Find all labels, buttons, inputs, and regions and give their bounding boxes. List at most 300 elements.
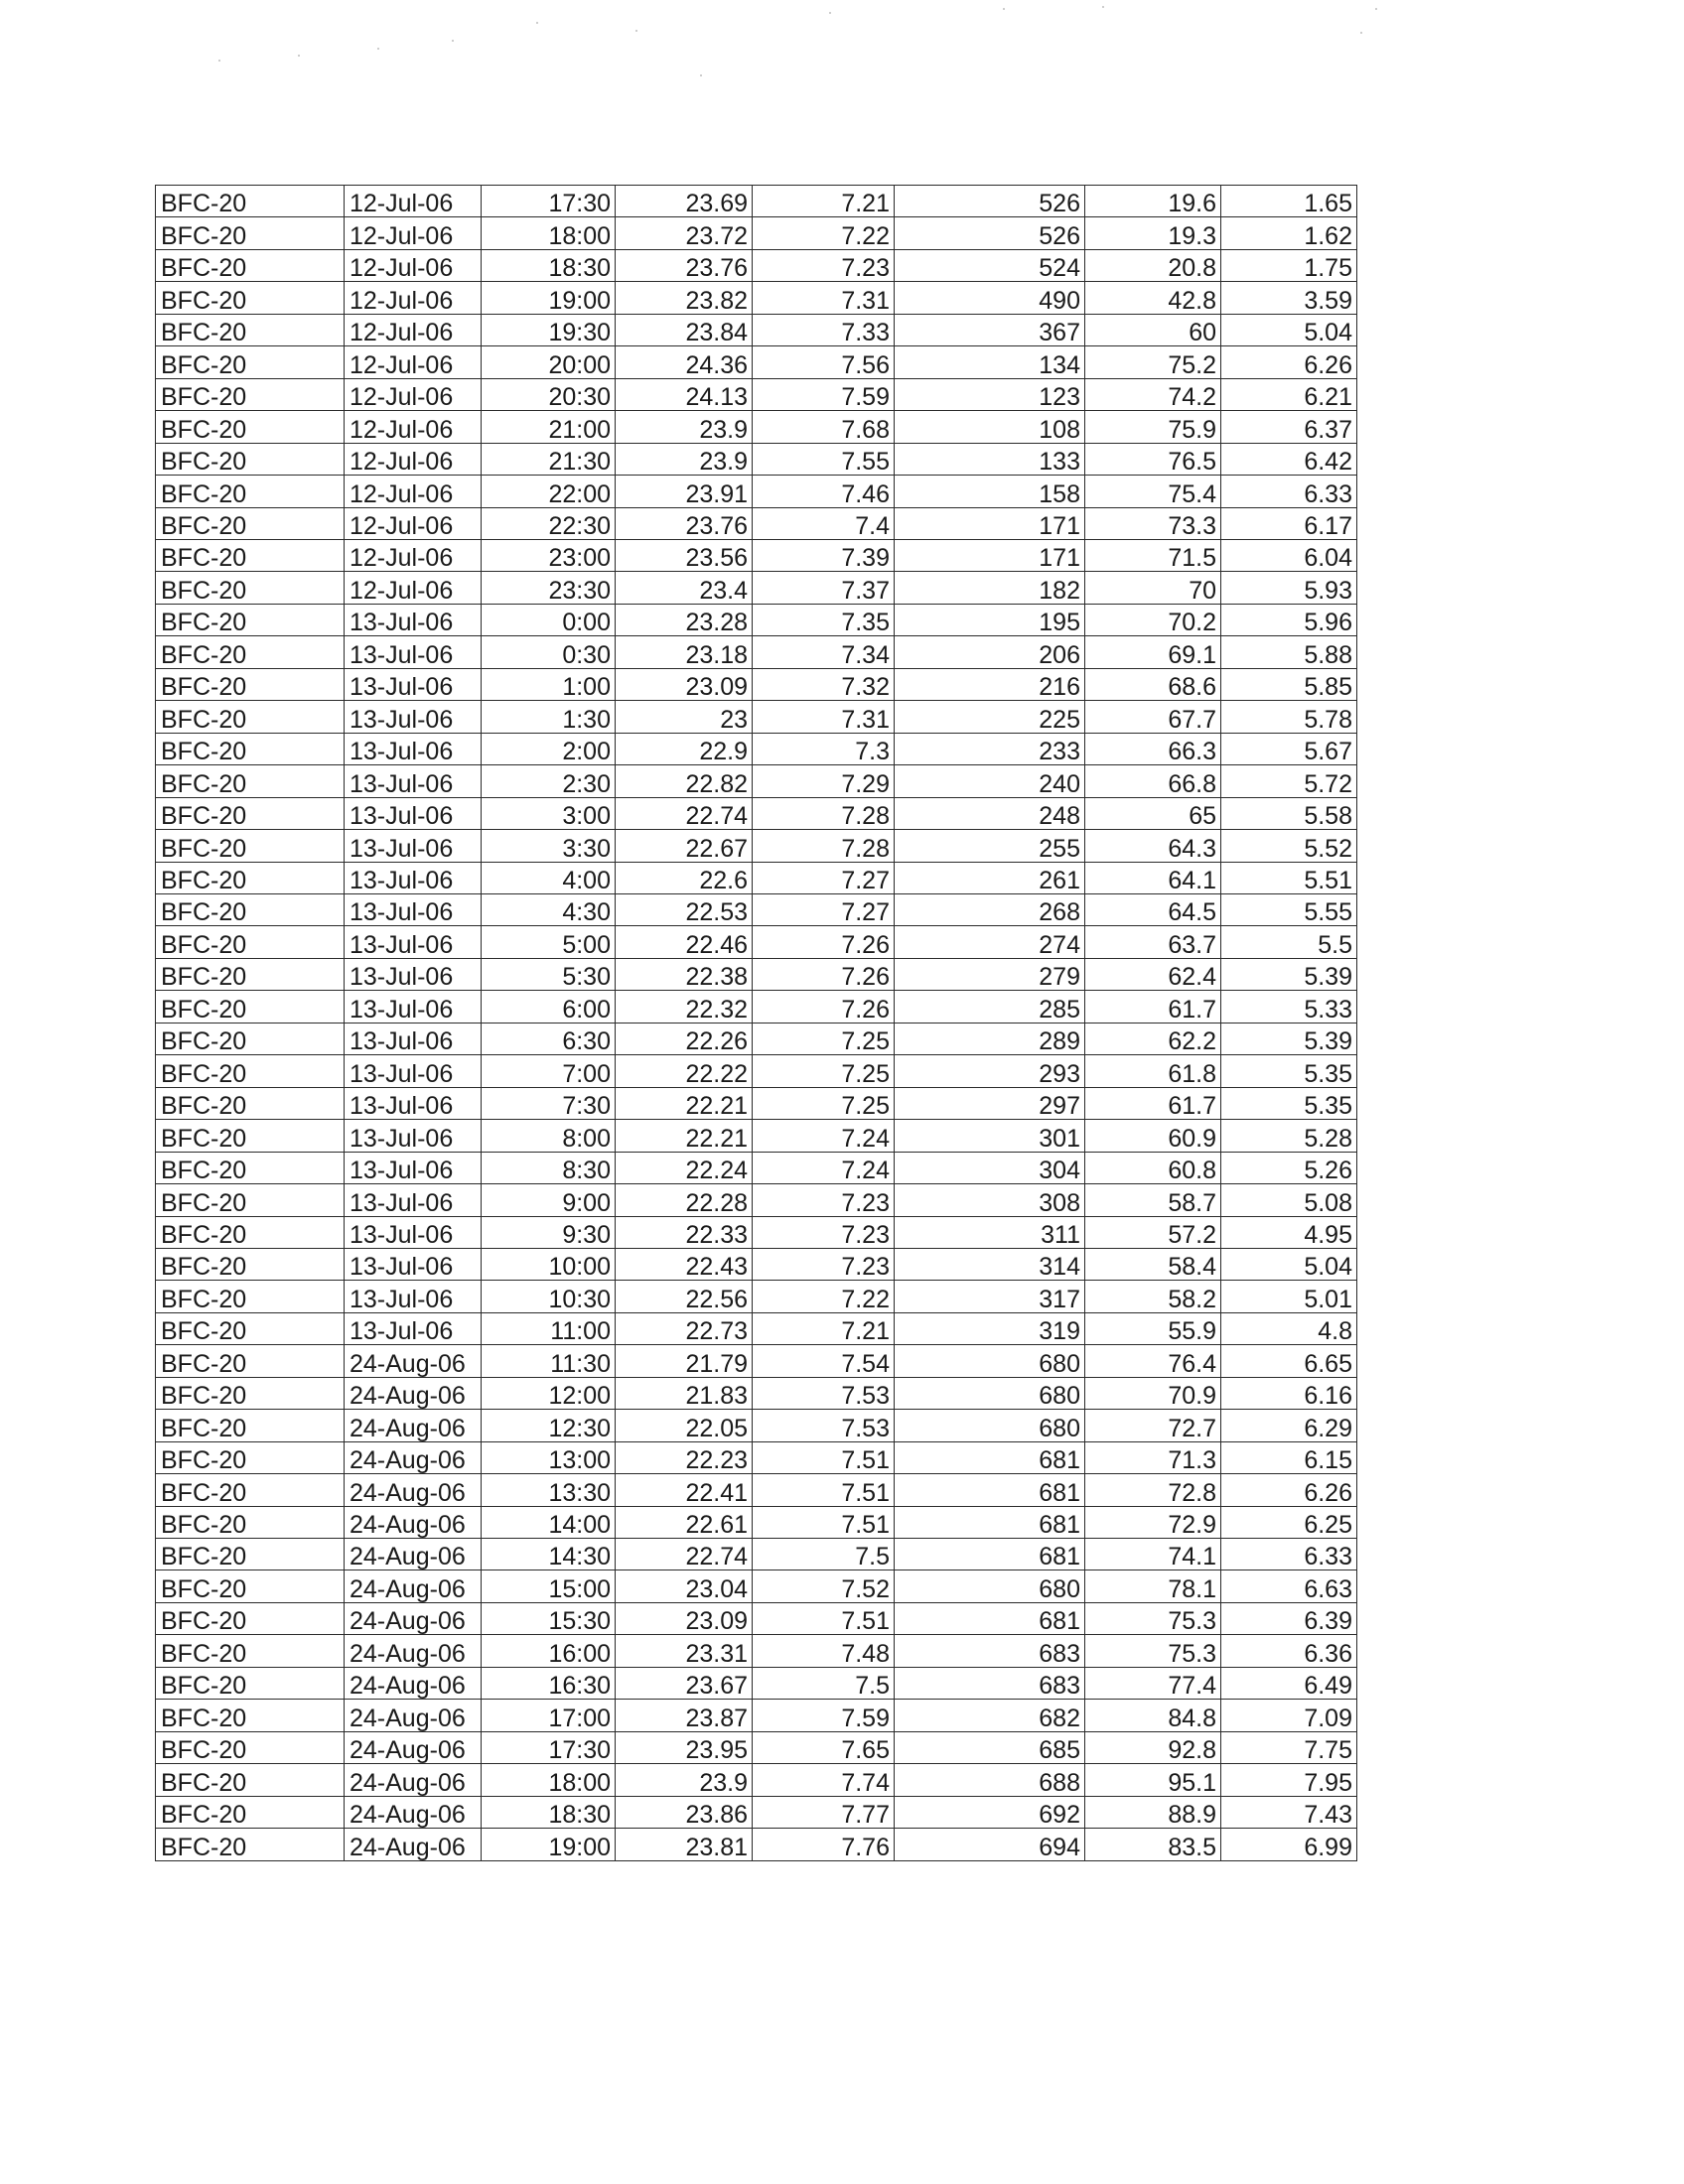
table-cell: 216: [895, 668, 1085, 700]
table-row: [156, 1570, 1357, 1602]
table-cell: 13-Jul-06: [345, 797, 482, 829]
table-cell: 13-Jul-06: [345, 830, 482, 862]
table-cell: 7.26: [753, 926, 895, 958]
table-cell: 11:30: [482, 1345, 616, 1377]
table-cell: BFC-20: [156, 765, 345, 797]
table-row: [156, 1796, 1357, 1828]
table-cell: 23.9: [616, 1764, 753, 1796]
table-cell: 70.9: [1085, 1377, 1221, 1409]
scan-speck: [1360, 32, 1362, 34]
table-cell: 22.6: [616, 862, 753, 893]
table-cell: 22:00: [482, 476, 616, 507]
table-row: [156, 668, 1357, 700]
table-cell: 23.9: [616, 411, 753, 443]
table-cell: 23.9: [616, 443, 753, 475]
table-cell: 23.84: [616, 314, 753, 345]
table-cell: 23.18: [616, 636, 753, 668]
table-cell: 22.74: [616, 797, 753, 829]
table-cell: 7.52: [753, 1570, 895, 1602]
table-row: [156, 1152, 1357, 1183]
table-cell: BFC-20: [156, 1539, 345, 1570]
table-cell: 171: [895, 539, 1085, 571]
table-cell: 2:00: [482, 733, 616, 764]
table-cell: 21.79: [616, 1345, 753, 1377]
table-cell: 7.68: [753, 411, 895, 443]
table-cell: 680: [895, 1345, 1085, 1377]
table-cell: 7.37: [753, 572, 895, 604]
table-cell: 23:30: [482, 572, 616, 604]
table-cell: 6.36: [1221, 1635, 1357, 1667]
table-cell: 6.39: [1221, 1602, 1357, 1634]
table-cell: 367: [895, 314, 1085, 345]
table-cell: 7.56: [753, 346, 895, 378]
table-cell: 74.2: [1085, 378, 1221, 410]
table-cell: 20:30: [482, 378, 616, 410]
table-cell: 289: [895, 1023, 1085, 1054]
table-cell: 55.9: [1085, 1312, 1221, 1344]
table-row: [156, 1539, 1357, 1570]
table-cell: 22.61: [616, 1506, 753, 1538]
table-cell: 22.21: [616, 1087, 753, 1119]
table-cell: 301: [895, 1120, 1085, 1152]
table-row: [156, 476, 1357, 507]
table-cell: 13-Jul-06: [345, 1055, 482, 1087]
table-cell: 6.37: [1221, 411, 1357, 443]
table-cell: 7.3: [753, 733, 895, 764]
table-cell: 3:00: [482, 797, 616, 829]
table-cell: 6.16: [1221, 1377, 1357, 1409]
table-cell: 22.46: [616, 926, 753, 958]
table-cell: 14:30: [482, 1539, 616, 1570]
table-cell: 5.55: [1221, 893, 1357, 925]
table-cell: 1.75: [1221, 249, 1357, 281]
table-cell: 22.43: [616, 1248, 753, 1280]
table-cell: 681: [895, 1539, 1085, 1570]
table-cell: 134: [895, 346, 1085, 378]
table-cell: 10:00: [482, 1248, 616, 1280]
table-cell: 23.91: [616, 476, 753, 507]
table-cell: 680: [895, 1377, 1085, 1409]
scan-speck: [829, 12, 831, 14]
table-cell: 5.58: [1221, 797, 1357, 829]
table-cell: 23.87: [616, 1700, 753, 1731]
table-row: [156, 249, 1357, 281]
table-cell: 66.8: [1085, 765, 1221, 797]
table-cell: 19:00: [482, 1829, 616, 1860]
table-cell: 63.7: [1085, 926, 1221, 958]
table-cell: 67.7: [1085, 701, 1221, 733]
table-row: [156, 346, 1357, 378]
table-cell: 524: [895, 249, 1085, 281]
table-cell: BFC-20: [156, 314, 345, 345]
table-cell: 13-Jul-06: [345, 765, 482, 797]
table-cell: 17:00: [482, 1700, 616, 1731]
table-cell: 23.28: [616, 604, 753, 635]
table-row: [156, 1055, 1357, 1087]
table-cell: 7.51: [753, 1506, 895, 1538]
table-row: [156, 765, 1357, 797]
table-cell: 692: [895, 1796, 1085, 1828]
table-cell: BFC-20: [156, 346, 345, 378]
table-row: [156, 1506, 1357, 1538]
table-cell: 285: [895, 991, 1085, 1023]
table-cell: BFC-20: [156, 1055, 345, 1087]
table-cell: 681: [895, 1602, 1085, 1634]
table-cell: BFC-20: [156, 539, 345, 571]
table-cell: 6:00: [482, 991, 616, 1023]
table-cell: 78.1: [1085, 1570, 1221, 1602]
scan-speck: [298, 55, 300, 57]
table-cell: BFC-20: [156, 1345, 345, 1377]
table-cell: 12-Jul-06: [345, 282, 482, 314]
table-cell: 158: [895, 476, 1085, 507]
table-cell: 24-Aug-06: [345, 1796, 482, 1828]
table-cell: 683: [895, 1667, 1085, 1699]
table-cell: 4:30: [482, 893, 616, 925]
table-cell: 1.62: [1221, 217, 1357, 249]
table-cell: 23.86: [616, 1796, 753, 1828]
table-cell: 3:30: [482, 830, 616, 862]
table-cell: 24-Aug-06: [345, 1635, 482, 1667]
table-cell: 84.8: [1085, 1700, 1221, 1731]
table-cell: 83.5: [1085, 1829, 1221, 1860]
table-row: [156, 1120, 1357, 1152]
table-cell: 24.13: [616, 378, 753, 410]
table-cell: 279: [895, 958, 1085, 990]
table-row: [156, 926, 1357, 958]
table-cell: 685: [895, 1731, 1085, 1763]
table-cell: 60: [1085, 314, 1221, 345]
table-cell: BFC-20: [156, 1506, 345, 1538]
table-cell: 7.32: [753, 668, 895, 700]
table-cell: BFC-20: [156, 1120, 345, 1152]
table-cell: 7.51: [753, 1474, 895, 1506]
table-cell: BFC-20: [156, 1731, 345, 1763]
table-cell: 5.26: [1221, 1152, 1357, 1183]
table-cell: 4.8: [1221, 1312, 1357, 1344]
table-cell: 680: [895, 1410, 1085, 1441]
table-cell: 69.1: [1085, 636, 1221, 668]
table-cell: 13-Jul-06: [345, 1152, 482, 1183]
table-cell: 13-Jul-06: [345, 1312, 482, 1344]
table-cell: 74.1: [1085, 1539, 1221, 1570]
table-cell: 5:30: [482, 958, 616, 990]
table-cell: 6:30: [482, 1023, 616, 1054]
table-cell: 7.39: [753, 539, 895, 571]
table-cell: 61.8: [1085, 1055, 1221, 1087]
table-cell: 7.35: [753, 604, 895, 635]
table-cell: 6.33: [1221, 1539, 1357, 1570]
table-cell: 24-Aug-06: [345, 1667, 482, 1699]
table-cell: 58.7: [1085, 1184, 1221, 1216]
table-cell: 7.09: [1221, 1700, 1357, 1731]
table-cell: 20.8: [1085, 249, 1221, 281]
table-cell: 206: [895, 636, 1085, 668]
table-cell: 76.5: [1085, 443, 1221, 475]
table-cell: 5.88: [1221, 636, 1357, 668]
table-cell: 13-Jul-06: [345, 893, 482, 925]
table-cell: 60.8: [1085, 1152, 1221, 1183]
table-row: [156, 797, 1357, 829]
table-cell: 304: [895, 1152, 1085, 1183]
table-cell: 12-Jul-06: [345, 476, 482, 507]
table-cell: 317: [895, 1281, 1085, 1312]
table-cell: 7.33: [753, 314, 895, 345]
table-cell: 7.26: [753, 958, 895, 990]
table-cell: 7.27: [753, 893, 895, 925]
table-cell: 24-Aug-06: [345, 1602, 482, 1634]
table-row: [156, 1764, 1357, 1796]
table-cell: 7.76: [753, 1829, 895, 1860]
table-cell: BFC-20: [156, 186, 345, 217]
table-cell: 13-Jul-06: [345, 958, 482, 990]
table-cell: 319: [895, 1312, 1085, 1344]
table-cell: 10:30: [482, 1281, 616, 1312]
table-row: [156, 701, 1357, 733]
table-cell: 17:30: [482, 186, 616, 217]
table-cell: 12-Jul-06: [345, 314, 482, 345]
table-row: [156, 733, 1357, 764]
table-cell: 22.38: [616, 958, 753, 990]
table-cell: 23.82: [616, 282, 753, 314]
table-row: [156, 830, 1357, 862]
table-cell: 7:00: [482, 1055, 616, 1087]
table-cell: 18:30: [482, 249, 616, 281]
table-row: [156, 1441, 1357, 1473]
table-row: [156, 1312, 1357, 1344]
table-cell: 526: [895, 217, 1085, 249]
table-cell: 24-Aug-06: [345, 1539, 482, 1570]
table-cell: 7.5: [753, 1667, 895, 1699]
table-cell: BFC-20: [156, 733, 345, 764]
table-cell: BFC-20: [156, 926, 345, 958]
table-cell: 20:00: [482, 346, 616, 378]
table-cell: BFC-20: [156, 893, 345, 925]
table-row: [156, 1345, 1357, 1377]
table-cell: 2:30: [482, 765, 616, 797]
table-cell: 248: [895, 797, 1085, 829]
data-table: [155, 185, 1357, 1861]
table-cell: 13-Jul-06: [345, 1120, 482, 1152]
table-cell: 7.77: [753, 1796, 895, 1828]
table-cell: 24-Aug-06: [345, 1441, 482, 1473]
table-cell: 9:00: [482, 1184, 616, 1216]
table-cell: BFC-20: [156, 1023, 345, 1054]
table-cell: 5.08: [1221, 1184, 1357, 1216]
table-row: [156, 1410, 1357, 1441]
table-cell: 22.21: [616, 1120, 753, 1152]
table-cell: 7.5: [753, 1539, 895, 1570]
table-cell: 5.39: [1221, 958, 1357, 990]
table-cell: BFC-20: [156, 830, 345, 862]
table-cell: 23.31: [616, 1635, 753, 1667]
table-cell: 73.3: [1085, 507, 1221, 539]
table-cell: 19:00: [482, 282, 616, 314]
table-cell: 21:30: [482, 443, 616, 475]
table-cell: 60.9: [1085, 1120, 1221, 1152]
table-cell: 13-Jul-06: [345, 636, 482, 668]
table-cell: 7.4: [753, 507, 895, 539]
table-cell: 22.41: [616, 1474, 753, 1506]
table-cell: BFC-20: [156, 636, 345, 668]
table-cell: 24.36: [616, 346, 753, 378]
table-cell: BFC-20: [156, 282, 345, 314]
table-cell: 24-Aug-06: [345, 1700, 482, 1731]
table-cell: BFC-20: [156, 1312, 345, 1344]
table-cell: BFC-20: [156, 443, 345, 475]
table-cell: 72.7: [1085, 1410, 1221, 1441]
table-cell: 24-Aug-06: [345, 1506, 482, 1538]
table-cell: 182: [895, 572, 1085, 604]
table-cell: 12-Jul-06: [345, 443, 482, 475]
table-row: [156, 443, 1357, 475]
table-cell: 680: [895, 1570, 1085, 1602]
table-cell: BFC-20: [156, 507, 345, 539]
table-cell: 293: [895, 1055, 1085, 1087]
table-cell: 6.42: [1221, 443, 1357, 475]
table-cell: 6.29: [1221, 1410, 1357, 1441]
table-cell: 5.51: [1221, 862, 1357, 893]
table-cell: 274: [895, 926, 1085, 958]
table-cell: BFC-20: [156, 249, 345, 281]
table-cell: 3.59: [1221, 282, 1357, 314]
table-cell: 18:00: [482, 217, 616, 249]
table-cell: BFC-20: [156, 572, 345, 604]
table-cell: 24-Aug-06: [345, 1829, 482, 1860]
table-cell: 7.23: [753, 1184, 895, 1216]
table-cell: 7.59: [753, 378, 895, 410]
scan-speck: [1375, 8, 1377, 10]
table-cell: 240: [895, 765, 1085, 797]
table-cell: 233: [895, 733, 1085, 764]
table-cell: 12-Jul-06: [345, 186, 482, 217]
table-row: [156, 893, 1357, 925]
table-cell: 7.28: [753, 830, 895, 862]
scan-speck: [452, 40, 454, 42]
table-cell: 5.85: [1221, 668, 1357, 700]
table-cell: 0:30: [482, 636, 616, 668]
table-cell: 6.21: [1221, 378, 1357, 410]
table-row: [156, 411, 1357, 443]
table-cell: 5:00: [482, 926, 616, 958]
table-cell: BFC-20: [156, 1087, 345, 1119]
table-cell: 13-Jul-06: [345, 1281, 482, 1312]
table-cell: 255: [895, 830, 1085, 862]
table-cell: 68.6: [1085, 668, 1221, 700]
table-cell: BFC-20: [156, 1829, 345, 1860]
table-cell: 22.32: [616, 991, 753, 1023]
table-cell: 22.33: [616, 1216, 753, 1248]
scan-speck: [1102, 6, 1104, 8]
table-row: [156, 1474, 1357, 1506]
table-cell: BFC-20: [156, 378, 345, 410]
table-cell: 683: [895, 1635, 1085, 1667]
table-cell: 7.24: [753, 1152, 895, 1183]
table-cell: 7.48: [753, 1635, 895, 1667]
table-cell: 7.34: [753, 636, 895, 668]
table-cell: 71.5: [1085, 539, 1221, 571]
table-row: [156, 507, 1357, 539]
table-cell: 15:00: [482, 1570, 616, 1602]
table-row: [156, 539, 1357, 571]
table-cell: BFC-20: [156, 1281, 345, 1312]
table-cell: 21:00: [482, 411, 616, 443]
table-cell: 7.23: [753, 1216, 895, 1248]
table-cell: BFC-20: [156, 1248, 345, 1280]
table-cell: 95.1: [1085, 1764, 1221, 1796]
table-cell: 62.2: [1085, 1023, 1221, 1054]
table-cell: 12-Jul-06: [345, 507, 482, 539]
table-body: [156, 186, 1357, 1861]
table-cell: 261: [895, 862, 1085, 893]
table-cell: 6.26: [1221, 346, 1357, 378]
table-cell: 75.3: [1085, 1635, 1221, 1667]
table-cell: 88.9: [1085, 1796, 1221, 1828]
table-cell: 7.31: [753, 282, 895, 314]
table-cell: 22.56: [616, 1281, 753, 1312]
table-cell: 268: [895, 893, 1085, 925]
table-cell: 22:30: [482, 507, 616, 539]
table-cell: 5.04: [1221, 1248, 1357, 1280]
table-row: [156, 1216, 1357, 1248]
table-cell: 5.72: [1221, 765, 1357, 797]
table-cell: 6.33: [1221, 476, 1357, 507]
table-cell: 7.53: [753, 1410, 895, 1441]
table-cell: 4.95: [1221, 1216, 1357, 1248]
table-cell: 123: [895, 378, 1085, 410]
table-cell: 64.5: [1085, 893, 1221, 925]
table-cell: 12-Jul-06: [345, 217, 482, 249]
table-cell: 682: [895, 1700, 1085, 1731]
table-cell: 311: [895, 1216, 1085, 1248]
table-cell: 12:00: [482, 1377, 616, 1409]
table-row: [156, 1829, 1357, 1860]
table-cell: 4:00: [482, 862, 616, 893]
table-cell: 22.74: [616, 1539, 753, 1570]
table-cell: BFC-20: [156, 604, 345, 635]
table-cell: BFC-20: [156, 1667, 345, 1699]
table-cell: 24-Aug-06: [345, 1764, 482, 1796]
table-row: [156, 636, 1357, 668]
table-cell: 7.27: [753, 862, 895, 893]
table-cell: 15:30: [482, 1602, 616, 1634]
table-cell: 8:30: [482, 1152, 616, 1183]
scan-speck: [1003, 8, 1005, 10]
table-cell: 12-Jul-06: [345, 539, 482, 571]
table-row: [156, 1087, 1357, 1119]
table-cell: 6.25: [1221, 1506, 1357, 1538]
table-cell: 7.53: [753, 1377, 895, 1409]
table-cell: 61.7: [1085, 1087, 1221, 1119]
table-cell: 6.49: [1221, 1667, 1357, 1699]
table-cell: 22.53: [616, 893, 753, 925]
table-cell: 6.17: [1221, 507, 1357, 539]
table-cell: 23.04: [616, 1570, 753, 1602]
table-cell: BFC-20: [156, 701, 345, 733]
table-cell: 7.95: [1221, 1764, 1357, 1796]
table-cell: BFC-20: [156, 958, 345, 990]
table-cell: BFC-20: [156, 1152, 345, 1183]
table-row: [156, 862, 1357, 893]
table-cell: 7.23: [753, 249, 895, 281]
table-cell: 171: [895, 507, 1085, 539]
table-cell: BFC-20: [156, 1441, 345, 1473]
table-cell: 12-Jul-06: [345, 346, 482, 378]
table-cell: 7.46: [753, 476, 895, 507]
table-cell: 5.67: [1221, 733, 1357, 764]
table-cell: 7.24: [753, 1120, 895, 1152]
table-cell: 12-Jul-06: [345, 572, 482, 604]
